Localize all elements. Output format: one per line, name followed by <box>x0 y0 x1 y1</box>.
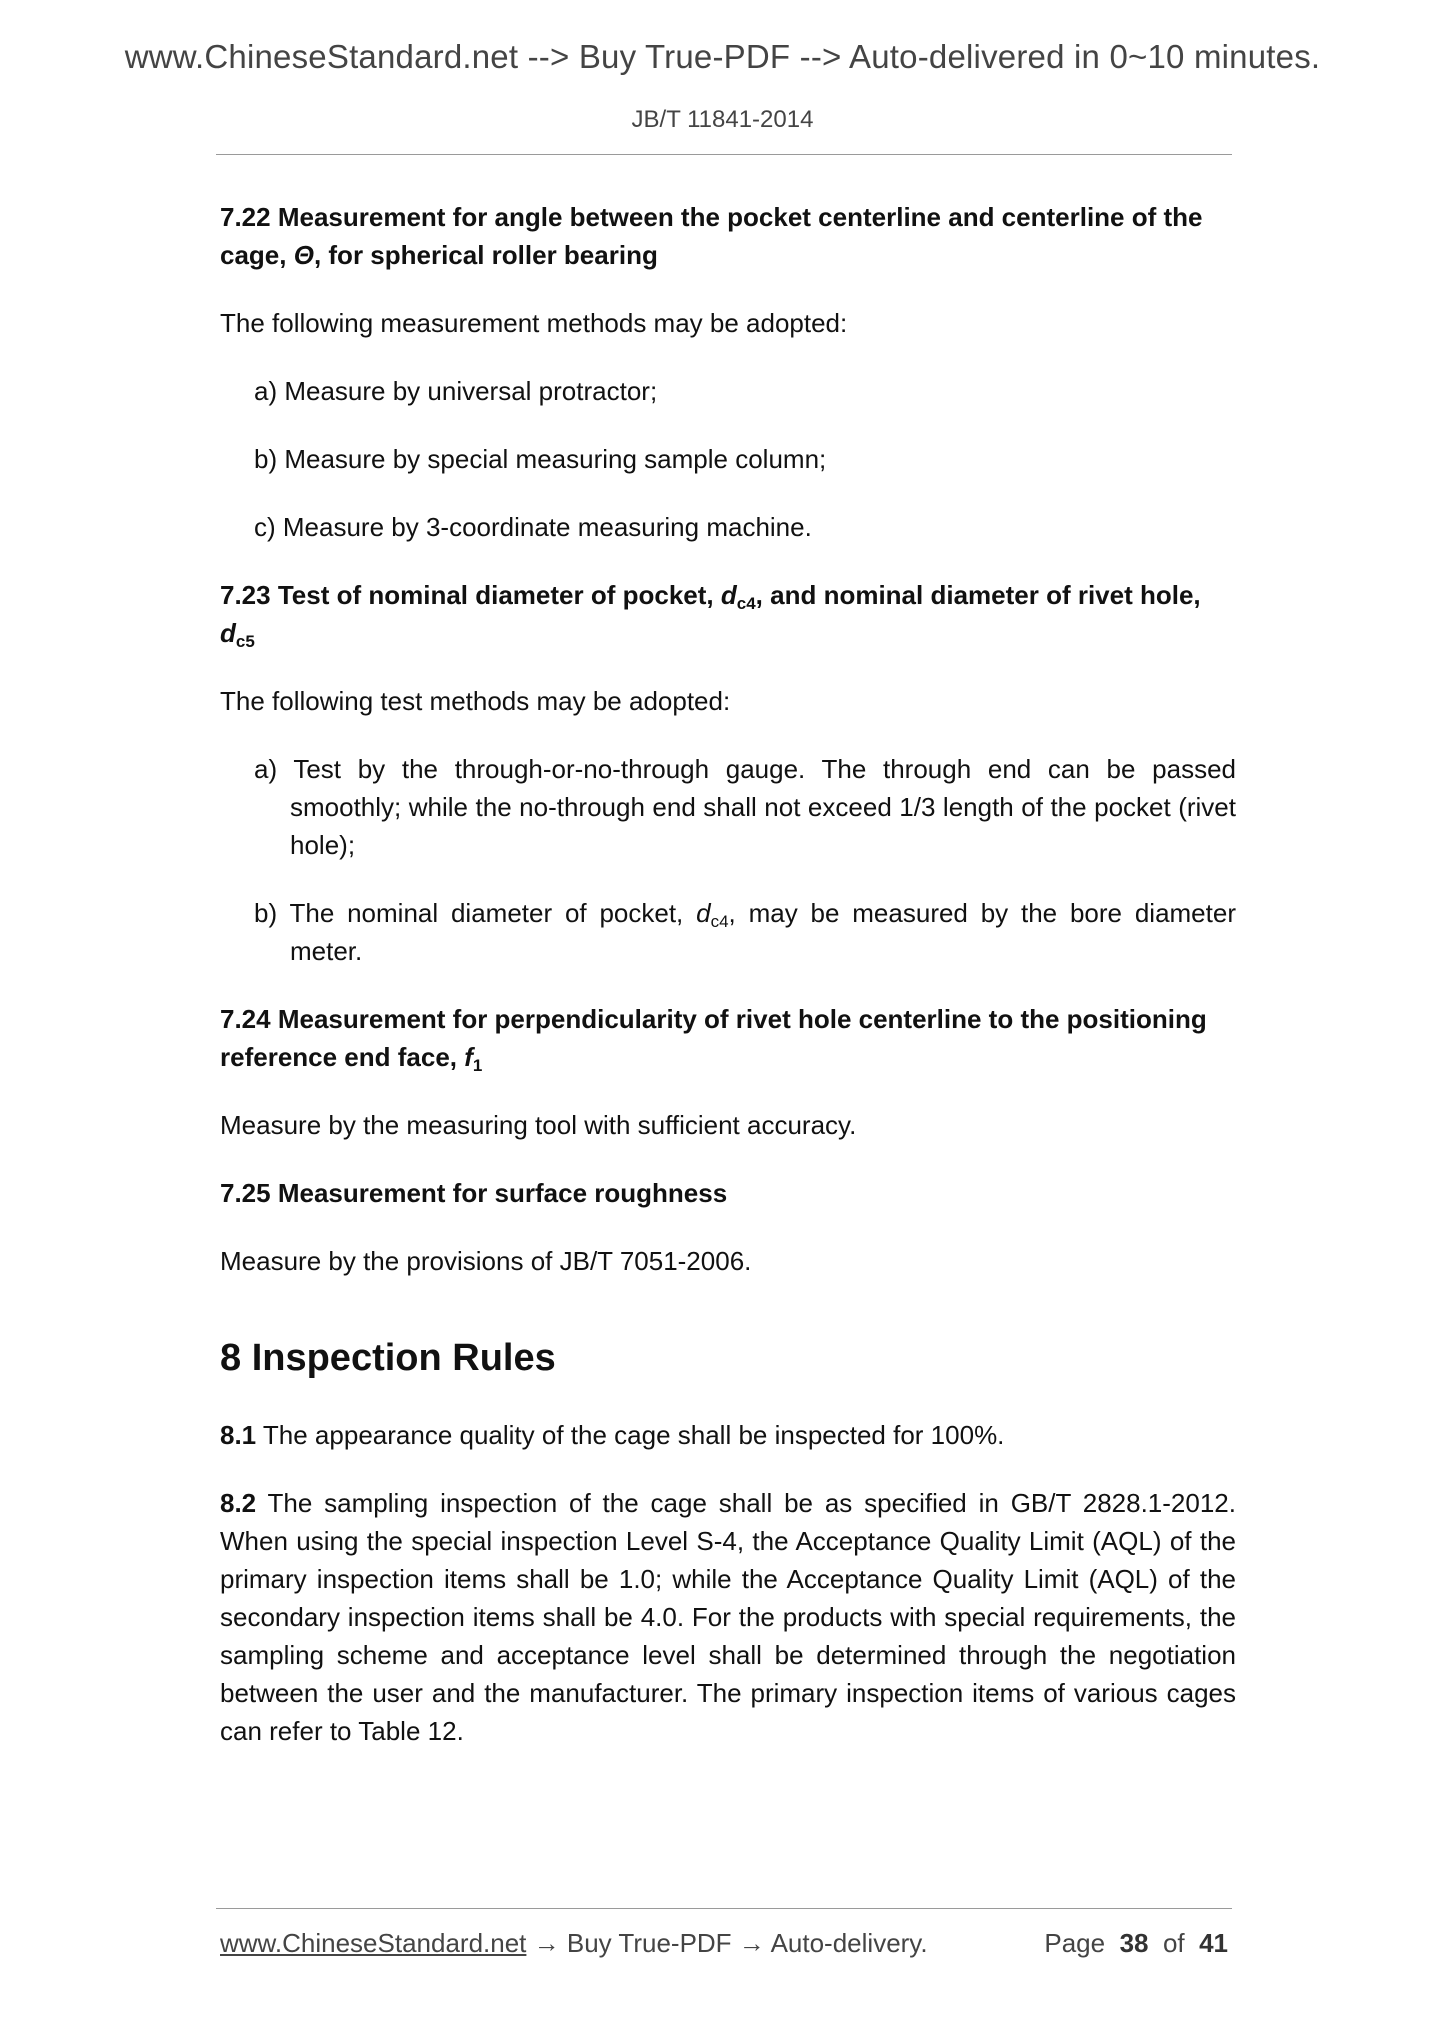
page-total: 41 <box>1199 1928 1228 1958</box>
para-8-2: 8.2 The sampling inspection of the cage shall be as specified in GB/T 2828.1-2012. When using the special inspection Level S-4, the Acceptance Quality Limit (AQL) of the primary inspection items shall be 1.0; while the Acceptance Quality Limit (AQL) of the secondary inspection items shall be 4.0. For the products with special requirements, the sampling scheme and acceptance level shall be determined through the negotiation between the user and the manufacturer. The primary inspection items of various cages can refer to Table 12. <box>220 1488 1236 1746</box>
list-item-7-22-c: c) Measure by 3-coordinate measuring machine. <box>254 512 812 542</box>
footer-divider <box>216 1908 1232 1909</box>
list-item-7-23-b: b) The nominal diameter of pocket, $d_{c4}$, may be measured by the bore diameter meter. <box>254 898 1236 966</box>
banner: www.ChineseStandard.net --> Buy True-PDF --> Auto-delivered in 0~10 minutes. <box>124 38 1321 75</box>
heading-7-25: 7.25 Measurement for surface roughness <box>220 1178 728 1208</box>
list-item-7-23-a: a) Test by the through-or-no-through gauge. The through end can be passed smoothly; while the no-through end shall not exceed 1/3 length of the pocket (rivet hole); <box>254 754 1236 860</box>
footer-link[interactable]: www.ChineseStandard.net <box>220 1928 527 1958</box>
heading-7-22: 7.22 Measurement for angle between the pocket centerline and centerline of the cage, Θ, for spherical roller bearing <box>220 202 1203 270</box>
page-content <box>220 198 1236 1780</box>
doc-code: JB/T 11841-2014 <box>631 106 814 133</box>
page-number: 38 <box>1119 1928 1149 1958</box>
theta-symbol: Θ <box>293 240 314 270</box>
para-7-22-intro: The following measurement methods may be adopted: <box>220 308 848 338</box>
para-7-23-intro: The following test methods may be adopted: <box>220 686 731 716</box>
heading-7-24: 7.24 Measurement for perpendicularity of rivet hole centerline to the positioning reference end face, $f_1$ <box>220 1004 1207 1075</box>
para-7-25: Measure by the provisions of JB/T 7051-2006. <box>220 1246 752 1276</box>
header-divider <box>216 154 1232 155</box>
list-item-7-22-b: b) Measure by special measuring sample column; <box>254 444 827 474</box>
para-8-1: 8.1 The appearance quality of the cage shall be inspected for 100%. <box>220 1420 1005 1450</box>
heading-8: 8 Inspection Rules <box>220 1337 556 1379</box>
para-7-24: Measure by the measuring tool with sufficient accuracy. <box>220 1110 857 1140</box>
footer-tail: → Buy True-PDF → Auto-delivery. <box>526 1928 928 1958</box>
heading-7-23: 7.23 Test of nominal diameter of pocket, $d_{c4}$, and nominal diameter of rivet hole, $d_{c5}$ <box>220 580 1201 651</box>
footer <box>220 1928 1232 1959</box>
list-item-7-22-a: a) Measure by universal protractor; <box>254 376 658 406</box>
page-indicator: Page 38 of 41 <box>1044 1928 1228 1958</box>
